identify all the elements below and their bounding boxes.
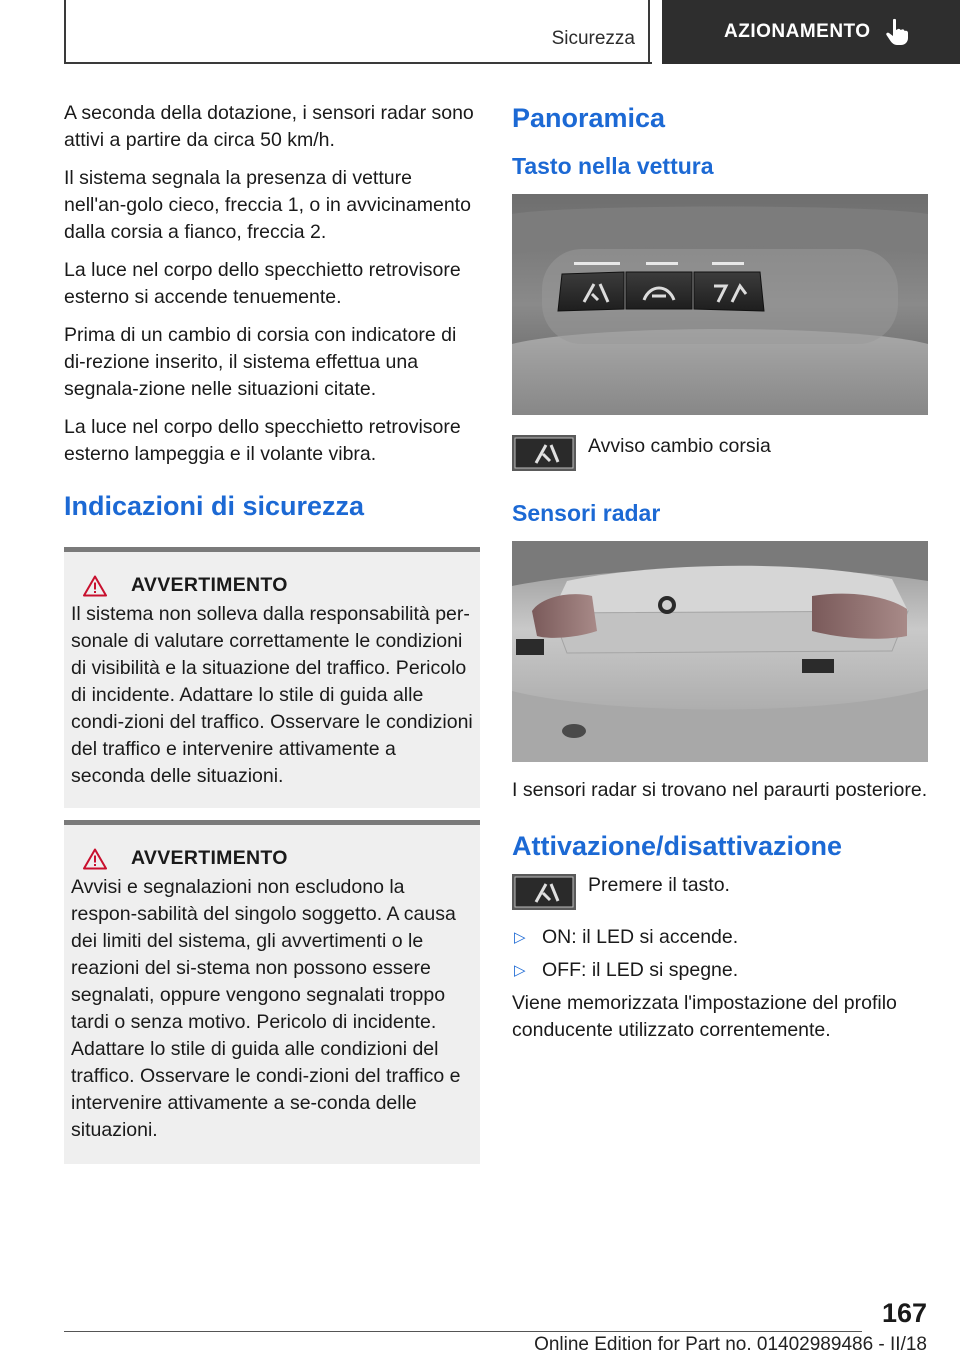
lane-change-key-row <box>512 435 928 471</box>
press-key-text: Premere il tasto. <box>588 874 730 896</box>
safety-heading: Indicazioni di sicurezza <box>64 491 365 521</box>
radar-heading: Sensori radar <box>512 500 661 526</box>
warning-box <box>64 820 480 1164</box>
paragraph: A seconda della dotazione, i sensori radar sono attivi a partire da circa 50 km/h. <box>64 102 474 151</box>
list-item <box>512 957 928 984</box>
section-title: Sicurezza <box>551 28 635 49</box>
right-column <box>512 100 928 1055</box>
paragraph: La luce nel corpo dello specchietto retrovisore esterno si accende tenuemente. <box>64 259 461 308</box>
chapter-title: AZIONAMENTO <box>724 21 871 42</box>
triangle-bullet-icon: ▷ <box>514 929 526 946</box>
car-buttons-photo <box>512 194 928 415</box>
status-list <box>512 924 928 984</box>
triangle-bullet-icon: ▷ <box>514 962 526 979</box>
edition-note: Online Edition for Part no. 01402989486 - II/18 <box>534 1334 927 1355</box>
lane-change-caption: Avviso cambio corsia <box>588 435 771 457</box>
warning-text: Il sistema non solleva dalla responsabilità per‐sonale di valutare correttamente le condizioni di visibilità e la situazione del traffico. Pericolo di incidente. Adattare lo stile di guida alle condi‐zioni del traffico. Osservare le condizioni del traffico e intervenire attivamente a seconda delle situazioni. <box>71 603 473 787</box>
paragraph: Prima di un cambio di corsia con indicatore di di‐rezione inserito, il sistema effettua una segnala‐zione nelle situazioni citate. <box>64 324 457 400</box>
activation-heading: Attivazione/disattivazione <box>512 831 843 861</box>
paragraph: La luce nel corpo dello specchietto retrovisore esterno lampeggia e il volante vibra. <box>64 416 461 465</box>
press-key-row <box>512 874 928 910</box>
radar-caption: I sensori radar si trovano nel paraurti posteriore. <box>512 779 928 801</box>
warning-box <box>64 547 480 808</box>
warning-title: AVVERTIMENTO <box>131 847 288 869</box>
warning-triangle-icon <box>83 575 107 597</box>
lane-change-warning-icon <box>512 874 576 910</box>
hand-pointer-icon <box>885 18 909 46</box>
overview-heading: Panoramica <box>512 103 666 133</box>
left-column <box>64 100 478 1164</box>
warning-triangle-icon <box>83 848 107 870</box>
lane-change-warning-icon <box>512 435 576 471</box>
chapter-tab[interactable] <box>662 0 960 64</box>
warning-title: AVVERTIMENTO <box>131 574 288 596</box>
list-item-text: ON: il LED si accende. <box>542 926 739 948</box>
profile-paragraph: Viene memorizzata l'impostazione del profilo conducente utilizzato correntemente. <box>512 992 897 1041</box>
list-item-text: OFF: il LED si spegne. <box>542 959 739 981</box>
paragraph: Il sistema segnala la presenza di vetture nell'an‐golo cieco, freccia 1, o in avvicinamento dalla corsia a fianco, freccia 2. <box>64 167 471 243</box>
button-heading: Tasto nella vettura <box>512 153 714 179</box>
car-rear-photo <box>512 541 928 762</box>
page-number: 167 <box>881 1298 927 1328</box>
footer-rule <box>64 1331 862 1332</box>
list-item <box>512 924 928 951</box>
header-left-rule <box>64 0 66 64</box>
warning-text: Avvisi e segnalazioni non escludono la respon‐sabilità del singolo soggetto. A causa dei limiti del sistema, gli avvertimenti o le reazioni del si‐stema non possono essere segnalati, oppure vengono segnalati troppo tardi o senza motivo. Pericolo di incidente. Adattare lo stile di guida alle condizioni del traffico. Osservare le condi‐zioni del traffico e intervenire attivamente a se‐conda delle situazioni. <box>71 876 461 1141</box>
header-bottom-rule <box>64 62 652 64</box>
header-mid-rule <box>648 0 650 64</box>
